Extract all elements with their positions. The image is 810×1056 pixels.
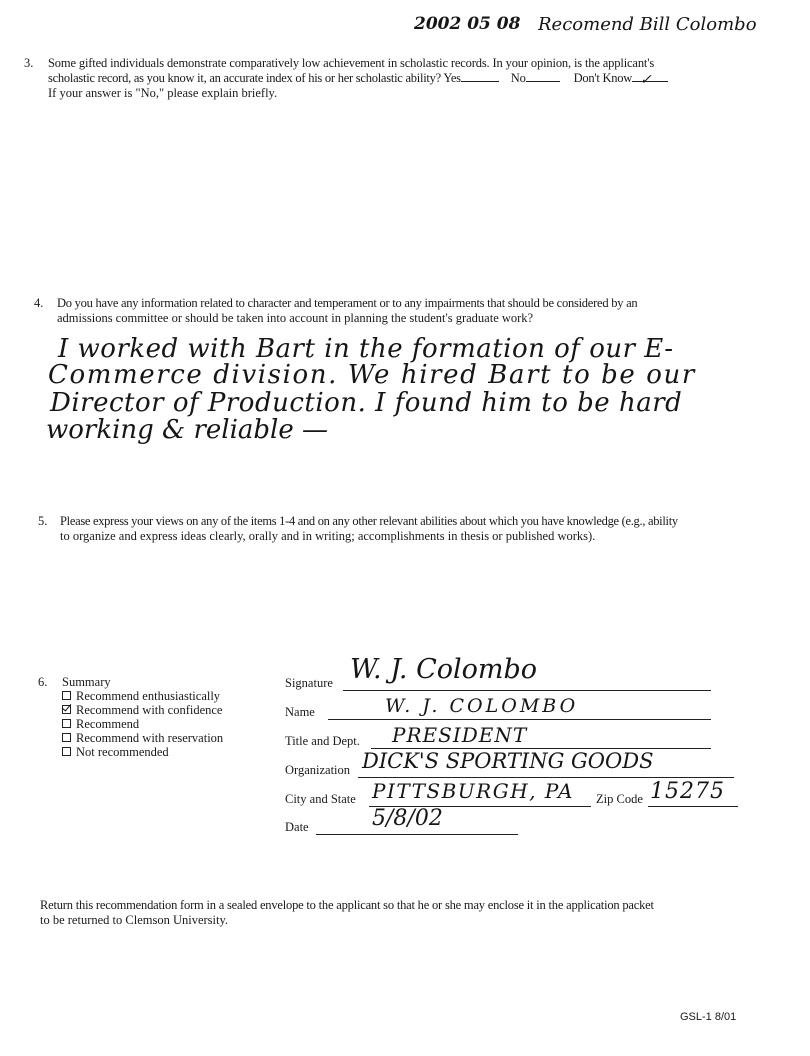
name-value: W. J. COLOMBO [385,695,579,717]
q3-dont-know-label: Don't Know [573,71,633,85]
return-instructions-line1: Return this recommendation form in a sealed envelope to the applicant so that he or she may enclose it in the application packet [40,898,654,912]
summary-number: 6. [38,675,48,689]
name-label: Name [285,705,315,719]
q4-text-line1: Do you have any information related to character and temperament or to any impairments that should be considered by an [57,296,638,310]
title-label: Title and Dept. [285,734,360,748]
q3-dont-know-blank[interactable] [632,72,668,88]
signature-value: W. J. Colombo [350,654,538,685]
q4-number: 4. [34,296,44,310]
q4-answer-line-2: Commerce division. We hired Bart to be our [48,360,696,390]
title-value: PRESIDENT [392,723,528,747]
organization-label: Organization [285,763,351,777]
zip-code-line[interactable] [648,806,738,807]
summary-title: Summary [62,675,111,689]
summary-option-recommend[interactable] [62,717,223,731]
q3-question-text: scholastic record, as you know it, an accurate index of his or her scholastic ability? Yes [48,71,461,85]
q4-answer-line-4: working & reliable — [46,415,329,445]
summary-option-not-recommended[interactable] [62,745,223,759]
organization-line[interactable] [358,777,734,778]
zip-code-label: Zip Code [596,792,643,806]
summary-option-confidence[interactable] [62,703,223,717]
q3-text-line2 [48,71,668,86]
checkbox-not-recommended[interactable] [62,747,71,756]
date-value: 5/8/02 [372,806,443,831]
date-line[interactable] [316,834,518,835]
q5-text-line2: to organize and express ideas clearly, orally and in writing; accomplishments in thesis or published works). [60,529,596,543]
summary-option-label: Recommend with reservation [76,731,224,745]
q3-number: 3. [24,56,34,70]
city-state-value: PITTSBURGH, PA [372,779,574,803]
q5-text-line1: Please express your views on any of the items 1-4 and on any other relevant abilities about which you have knowledge (e.g., ability [60,514,678,528]
checkbox-confidence[interactable] [62,705,71,714]
q4-text-line2: admissions committee or should be taken into account in planning the student's graduate work? [57,311,534,325]
signature-label: Signature [285,676,333,690]
q4-answer-line-3: Director of Production. I found him to be hard [50,388,683,418]
summary-option-reservation[interactable] [62,731,223,745]
form-code: GSL-1 8/01 [680,1011,737,1023]
summary-option-label: Recommend [76,717,140,731]
return-instructions-line2: to be returned to Clemson University. [40,913,229,927]
q3-text-line1: Some gifted individuals demonstrate comparatively low achievement in scholastic records. In your opinion, is the applicant's [48,56,655,70]
zip-code-value: 15275 [650,779,725,804]
organization-value: DICK'S SPORTING GOODS [362,749,654,773]
header-recommender-note: Recomend Bill Colombo [538,14,757,35]
q5-number: 5. [38,514,48,528]
name-line[interactable] [328,719,711,720]
q4-answer-line-1: I worked with Bart in the formation of our E- [58,334,674,364]
checkbox-enthusiastic[interactable] [62,691,71,700]
summary-option-label: Not recommended [76,745,169,759]
summary-options [62,689,223,759]
checkbox-recommend[interactable] [62,719,71,728]
q3-text-line3: If your answer is "No," please explain briefly. [48,86,278,100]
q3-yes-blank[interactable] [461,81,499,82]
date-label: Date [285,820,309,834]
summary-option-enthusiastic[interactable] [62,689,223,703]
q3-no-label: No [510,71,526,85]
city-state-label: City and State [285,792,356,806]
checkbox-reservation[interactable] [62,733,71,742]
q3-no-blank[interactable] [526,81,560,82]
q3-dont-know-mark: ✓ [640,72,652,88]
summary-option-label: Recommend enthusiastically [76,689,221,703]
signature-line[interactable] [343,690,711,691]
summary-option-label: Recommend with confidence [76,703,223,717]
header-date-code: 2002 05 08 [414,14,521,34]
